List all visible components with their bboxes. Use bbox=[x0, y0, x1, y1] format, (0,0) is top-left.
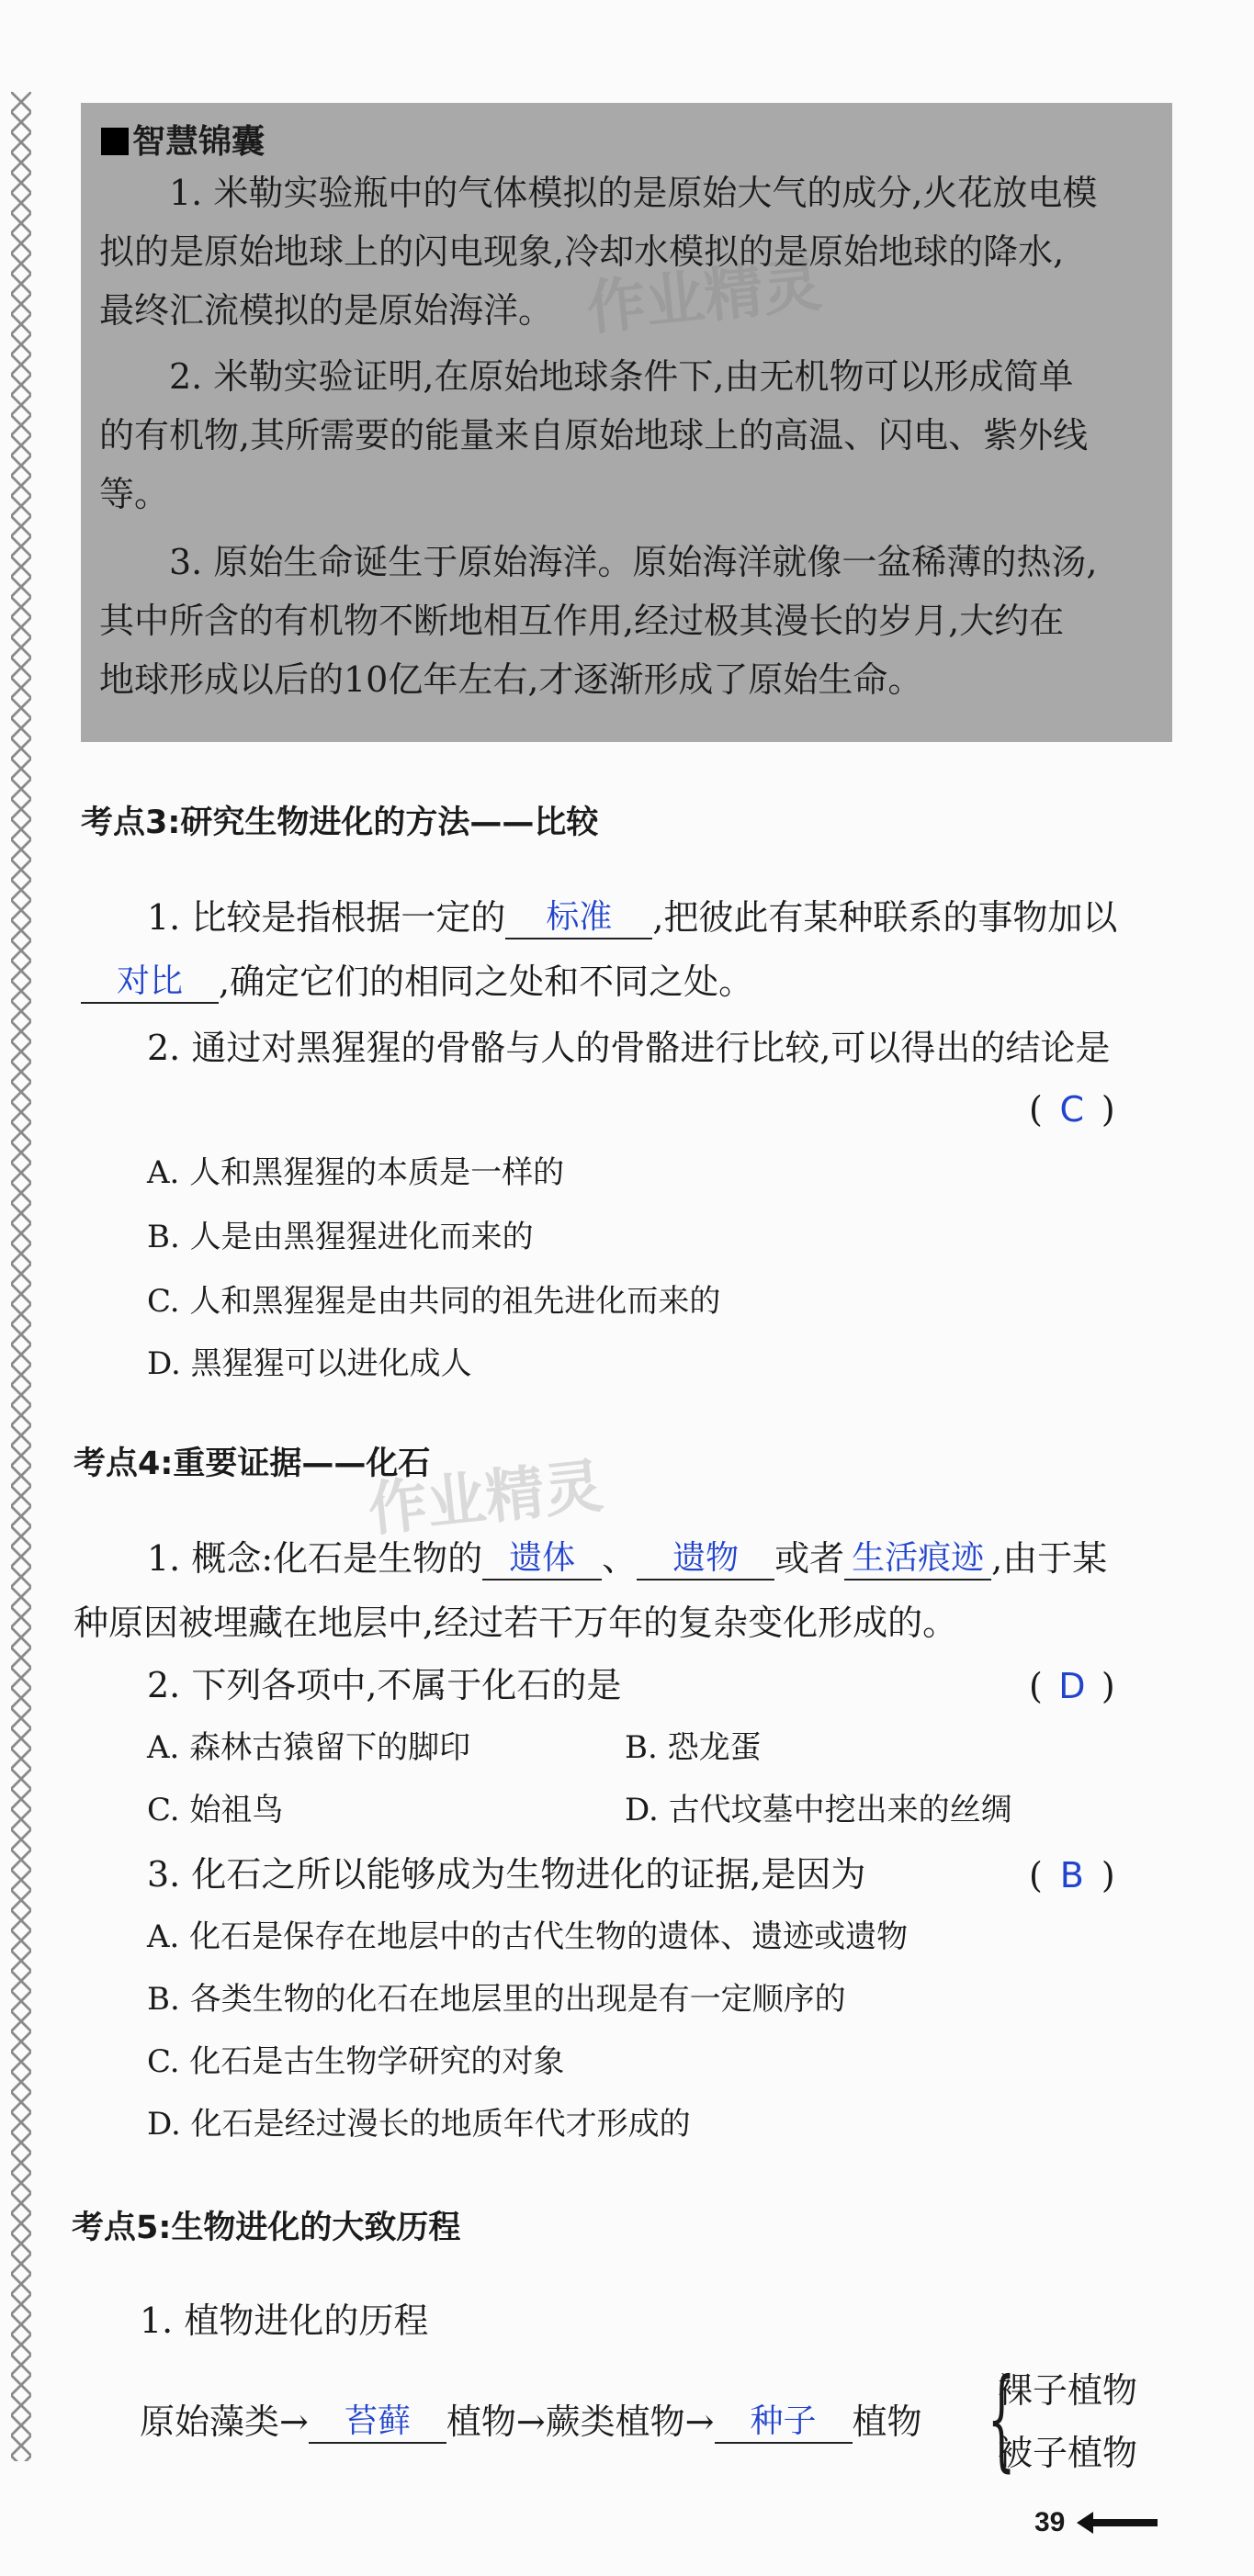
s4-q1-line2: 种原因被埋藏在地层中,经过若干万年的复杂变化形成的。 bbox=[73, 1603, 958, 1643]
answer-choice[interactable]: C bbox=[1059, 1089, 1085, 1130]
tips-title: 智慧锦囊 bbox=[101, 116, 265, 163]
tips-line: 最终汇流模拟的是原始海洋。 bbox=[99, 290, 554, 331]
watermark: 作业精灵 bbox=[365, 1452, 606, 1546]
s3-q1-line1: 1. 比较是指根据一定的 标准 ,把彼此有某种联系的事物加以 bbox=[147, 897, 1118, 938]
answer-blank[interactable]: 遗物 bbox=[637, 1538, 774, 1580]
tips-line: 2. 米勒实验证明,在原始地球条件下,由无机物可以形成简单 bbox=[169, 356, 1074, 397]
tips-line: 3. 原始生命诞生于原始海洋。原始海洋就像一盆稀薄的热汤, bbox=[169, 542, 1098, 582]
option: D. 古代坟墓中挖出来的丝绸 bbox=[625, 1792, 1012, 1828]
answer-blank[interactable]: 遗体 bbox=[482, 1538, 602, 1580]
option: A. 森林古猿留下的脚印 bbox=[147, 1729, 471, 1766]
option: C. 人和黑猩猩是由共同的祖先进化而来的 bbox=[147, 1283, 721, 1320]
tips-line: 1. 米勒实验瓶中的气体模拟的是原始大气的成分,火花放电模 bbox=[169, 173, 1098, 213]
s4-q2-stem: 2. 下列各项中,不属于化石的是 bbox=[147, 1665, 622, 1705]
tips-line: 其中所含的有机物不断地相互作用,经过极其漫长的岁月,大约在 bbox=[99, 601, 1065, 641]
option: C. 始祖鸟 bbox=[147, 1792, 284, 1828]
option: B. 人是由黑猩猩进化而来的 bbox=[147, 1219, 534, 1255]
answer-paren: ( C ) bbox=[1029, 1089, 1115, 1130]
answer-choice[interactable]: B bbox=[1059, 1855, 1084, 1895]
option: B. 恐龙蛋 bbox=[625, 1729, 762, 1766]
answer-blank[interactable]: 苔藓 bbox=[309, 2402, 446, 2444]
answer-choice[interactable]: D bbox=[1058, 1666, 1086, 1706]
tips-line: 地球形成以后的10亿年左右,才逐渐形成了原始生命。 bbox=[99, 659, 923, 700]
brace-icon: { bbox=[987, 2356, 1016, 2483]
decorative-border bbox=[11, 92, 31, 2461]
answer-paren: ( B ) bbox=[1029, 1855, 1115, 1895]
tips-line: 的有机物,其所需要的能量来自原始地球上的高温、闪电、紫外线 bbox=[99, 415, 1089, 456]
watermark: 作业精灵 bbox=[583, 251, 825, 344]
section-heading-4: 考点4:重要证据——化石 bbox=[73, 1445, 431, 1482]
s4-q1-line1: 1. 概念:化石是生物的 遗体 、 遗物 或者 生活痕迹 ,由于某 bbox=[147, 1538, 1108, 1579]
option: D. 黑猩猩可以进化成人 bbox=[147, 1345, 472, 1382]
section-heading-3: 考点3:研究生物进化的方法——比较 bbox=[81, 804, 599, 841]
tips-line: 拟的是原始地球上的闪电现象,冷却水模拟的是原始地球的降水, bbox=[99, 231, 1065, 272]
square-icon bbox=[101, 128, 129, 155]
branch-angiosperm: 被子植物 bbox=[998, 2433, 1138, 2473]
answer-blank[interactable]: 标准 bbox=[505, 897, 652, 939]
s3-q2-stem: 2. 通过对黑猩猩的骨骼与人的骨骼进行比较,可以得出的结论是 bbox=[147, 1028, 1111, 1068]
s3-q1-line2: 对比 ,确定它们的相同之处和不同之处。 bbox=[81, 957, 753, 1007]
branch-gymnosperm: 裸子植物 bbox=[998, 2370, 1138, 2411]
answer-blank[interactable]: 种子 bbox=[715, 2402, 853, 2444]
answer-paren: ( D ) bbox=[1029, 1666, 1115, 1706]
option: C. 化石是古生物学研究的对象 bbox=[147, 2043, 565, 2080]
option: B. 各类生物的化石在地层里的出现是有一定顺序的 bbox=[147, 1981, 846, 2018]
tips-box bbox=[81, 103, 1172, 742]
tips-line: 等。 bbox=[99, 474, 170, 514]
plant-evolution-flow: 原始藻类→ 苔藓 植物→蕨类植物→ 种子 植物 bbox=[140, 2402, 922, 2442]
section-heading-5: 考点5:生物进化的大致历程 bbox=[72, 2210, 461, 2246]
s4-q3-stem: 3. 化石之所以能够成为生物进化的证据,是因为 bbox=[147, 1854, 866, 1895]
arrow-left-icon bbox=[1077, 2509, 1159, 2537]
s5-q1: 1. 植物进化的历程 bbox=[140, 2300, 429, 2341]
answer-blank[interactable]: 生活痕迹 bbox=[844, 1538, 991, 1580]
option: A. 化石是保存在地层中的古代生物的遗体、遗迹或遗物 bbox=[147, 1918, 909, 1955]
option: A. 人和黑猩猩的本质是一样的 bbox=[147, 1154, 565, 1191]
page-number: 39 bbox=[1034, 2507, 1066, 2537]
option: D. 化石是经过漫长的地质年代才形成的 bbox=[147, 2106, 691, 2143]
answer-blank[interactable]: 对比 bbox=[81, 962, 219, 1004]
